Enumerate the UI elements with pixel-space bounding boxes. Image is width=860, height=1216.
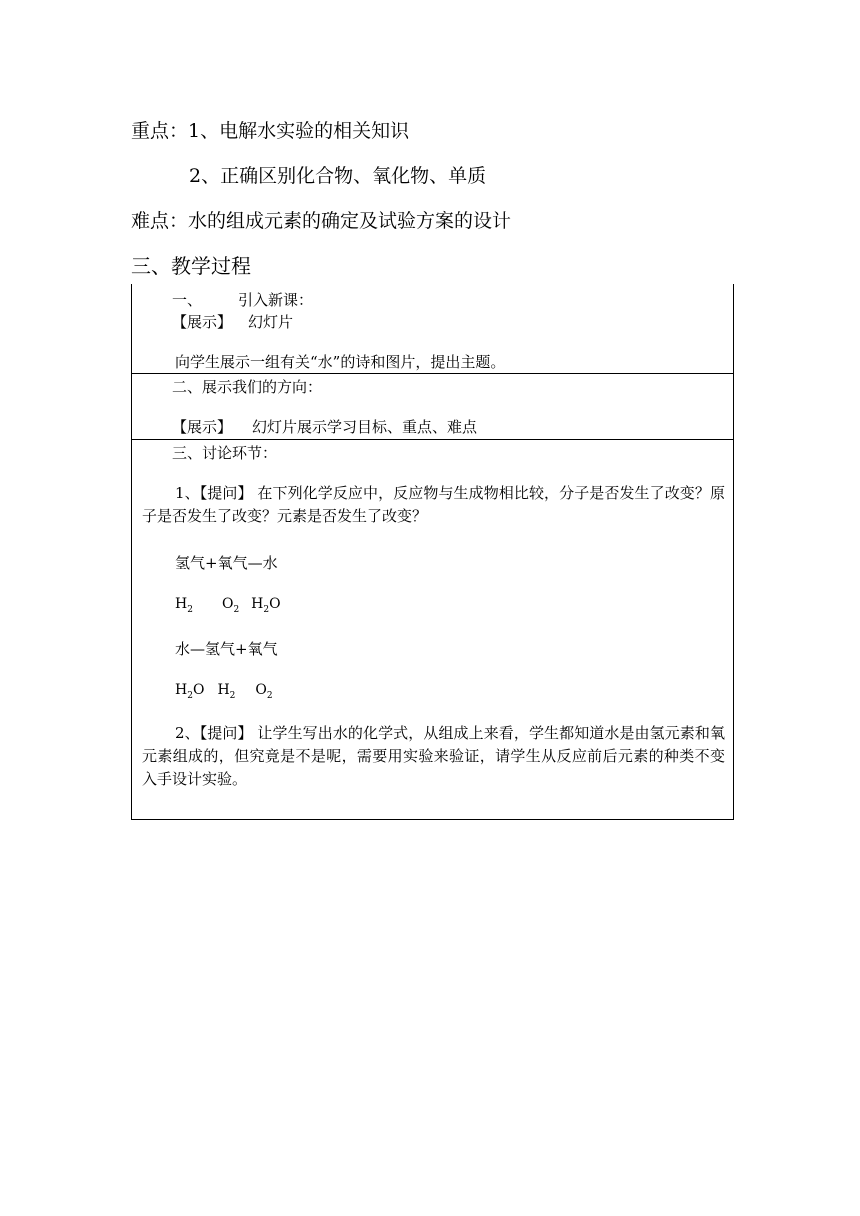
table-row-discussion	[132, 439, 733, 819]
question-label: 【提问】	[199, 484, 253, 502]
question-2	[142, 722, 725, 791]
section-title: 三、教学过程	[131, 254, 251, 278]
table-row-intro	[132, 284, 733, 374]
difficulty-line: 难点：水的组成元素的确定及试验方案的设计	[131, 210, 512, 232]
table-row-direction	[132, 373, 733, 440]
question-1	[142, 482, 725, 528]
formula-line-1: $H_2$ $O_2$ $H_2O$	[175, 596, 281, 615]
show-label: 【展示】	[172, 313, 233, 331]
question-prefix: 1、	[175, 484, 200, 502]
intro-heading: 引入新课：	[238, 291, 314, 309]
intro-body: 向学生展示一组有关“水”的诗和图片，提出主题。	[175, 353, 506, 371]
teaching-process-table	[131, 284, 734, 820]
key-points-line-1: 重点：1、电解水实验的相关知识	[131, 120, 410, 142]
show-text: 幻灯片展示学习目标、重点、难点	[252, 418, 478, 436]
show-text: 幻灯片	[248, 313, 294, 331]
formula-line-2: $H_2O$ $H_2$ $O_2$	[175, 682, 273, 701]
key-points-line-2: 2、正确区别化合物、氧化物、单质	[189, 165, 487, 187]
reaction-words-2: 水—氢气+氧气	[175, 640, 278, 658]
question-text: 让学生写出水的化学式，从组成上来看，学生都知道水是由氢元素和氧元素组成的，但究竟是不是呢，需要用实验来验证，请学生从反应前后元素的种类不变入手设计实验。	[142, 724, 725, 788]
question-label: 【提问】	[199, 724, 253, 742]
direction-heading: 二、展示我们的方向：	[172, 378, 323, 396]
intro-heading-number: 一、	[172, 291, 203, 309]
show-label: 【展示】	[172, 418, 233, 436]
question-prefix: 2、	[175, 724, 200, 742]
question-text: 在下列化学反应中，反应物与生成物相比较，分子是否发生了改变？原子是否发生了改变？元素是否发生了改变？	[142, 484, 725, 525]
reaction-words-1: 氢气+氧气—水	[175, 554, 278, 572]
discussion-heading: 三、讨论环节：	[172, 444, 278, 462]
